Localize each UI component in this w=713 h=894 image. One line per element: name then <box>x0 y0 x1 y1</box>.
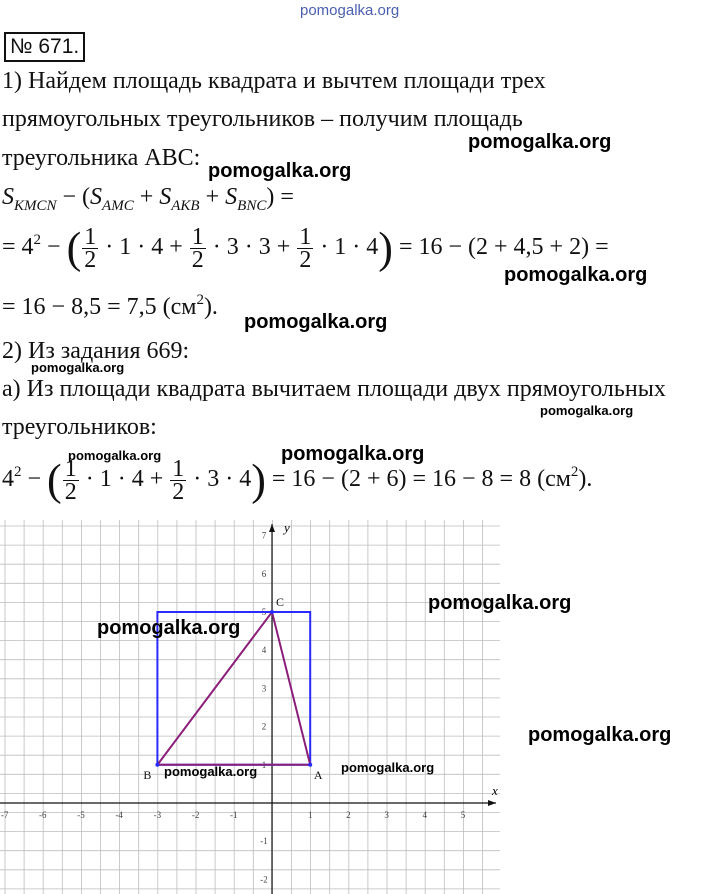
vertex-c <box>270 610 274 614</box>
y-tick-label: 7 <box>261 530 267 541</box>
watermark: pomogalka.org <box>468 131 612 153</box>
watermark: pomogalka.org <box>504 264 648 286</box>
watermark: pomogalka.org <box>31 360 125 375</box>
vertex-b <box>155 763 159 767</box>
formula-1: $S_{KMCN} - (S_{AMC} + S_{AKB} + S_{BNC})$ = <box>2 184 294 214</box>
y-tick-label: 3 <box>261 683 267 694</box>
watermark: pomogalka.org <box>68 448 162 463</box>
x-tick-label: 2 <box>346 810 351 820</box>
watermark: pomogalka.org <box>428 592 572 614</box>
watermark: pomogalka.org <box>164 764 258 779</box>
x-tick-label: -6 <box>39 810 47 820</box>
watermark: pomogalka.org <box>208 160 352 182</box>
text-line-1: 1) Найдем площадь квадрата и вычтем площади трех <box>2 68 546 94</box>
y-tick-label: 4 <box>261 645 267 656</box>
x-tick-label: 1 <box>307 810 313 820</box>
watermark: pomogalka.org <box>281 443 425 465</box>
watermark: pomogalka.org <box>540 403 634 418</box>
x-axis-label: x <box>492 783 498 798</box>
text-line-2: прямоугольных треугольников – получим площадь <box>2 106 523 132</box>
y-axis-arrow <box>269 524 275 532</box>
text-line-3: треугольника ABC: <box>2 145 201 171</box>
formula-3: = 16 − 8,5 = 7,5 $(см^2)$. <box>2 292 218 320</box>
watermark: pomogalka.org <box>97 617 241 639</box>
x-axis-arrow <box>488 800 496 806</box>
axes <box>0 524 496 894</box>
problem-number: № 671. <box>4 32 85 62</box>
formula-4: $4^2$ − ( $\frac{1}{2}$ · 1 · 4 + $\frac{1}{2}$ · 3 · 4) = 16 − (2 + 6) = 16 − 8 = 8 $(см^2)$. <box>2 455 593 505</box>
y-tick-label: 6 <box>261 568 267 579</box>
x-tick-label: 3 <box>384 810 389 820</box>
y-tick-label: 2 <box>261 721 267 732</box>
watermark: pomogalka.org <box>528 724 672 746</box>
x-tick-label: -7 <box>0 810 9 820</box>
y-tick-label: 1 <box>261 759 267 770</box>
part2a-line-1: а) Из площади квадрата вычитаем площади двух прямоугольных <box>2 376 666 402</box>
vertex-label-b: B <box>143 767 152 782</box>
x-tick-label: -5 <box>77 810 85 820</box>
x-tick-label: -2 <box>191 810 200 820</box>
formula-2: = $4^2$ − ( $\frac{1}{2}$ · 1 · 4 + $\frac{1}{2}$ · 3 · 3 + $\frac{1}{2}$ · 1 · 4) = 16 − (2 + 4,5 + 2) = <box>2 223 609 273</box>
x-tick-label: 4 <box>422 810 428 820</box>
coordinate-grid <box>0 520 713 894</box>
x-tick-label: -1 <box>230 810 238 820</box>
x-tick-label: -4 <box>115 810 123 820</box>
watermark-top: pomogalka.org <box>300 2 400 19</box>
watermark: pomogalka.org <box>341 760 435 775</box>
x-tick-label: 5 <box>460 810 466 820</box>
part2-heading: 2) Из задания 669: <box>2 338 190 364</box>
watermark: pomogalka.org <box>244 311 388 333</box>
grid-lines <box>0 520 500 894</box>
part2a-line-2: треугольников: <box>2 414 157 440</box>
vertex-label-c: C <box>275 595 285 609</box>
y-tick-label: -1 <box>260 836 268 847</box>
y-tick-label: -2 <box>260 874 268 885</box>
x-tick-label: -3 <box>153 810 162 820</box>
vertex-label-a: A <box>313 767 323 782</box>
y-axis-label: y <box>284 520 290 535</box>
vertex-a <box>308 763 312 767</box>
y-tick-label: 5 <box>261 607 267 617</box>
